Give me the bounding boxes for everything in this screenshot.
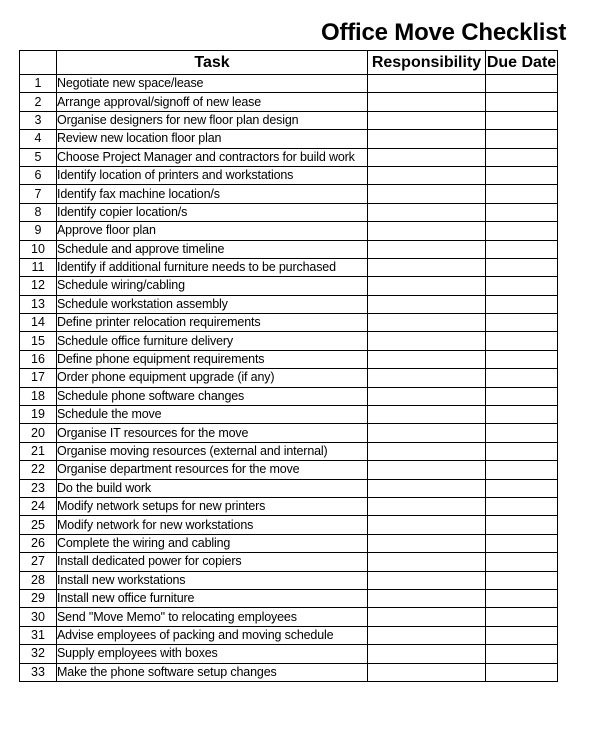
task-cell: Schedule the move [57, 406, 368, 424]
table-row [20, 497, 558, 515]
task-cell: Choose Project Manager and contractors for build work [57, 148, 368, 166]
due-date-cell[interactable] [486, 497, 558, 515]
due-date-cell[interactable] [486, 626, 558, 644]
responsibility-cell[interactable] [368, 93, 486, 111]
table-row [20, 442, 558, 460]
table-row [20, 534, 558, 552]
responsibility-cell[interactable] [368, 203, 486, 221]
row-number: 24 [20, 497, 57, 515]
task-cell: Schedule office furniture delivery [57, 332, 368, 350]
table-row [20, 663, 558, 681]
due-date-cell[interactable] [486, 553, 558, 571]
row-number: 7 [20, 185, 57, 203]
due-date-cell[interactable] [486, 148, 558, 166]
responsibility-cell[interactable] [368, 240, 486, 258]
due-date-cell[interactable] [486, 185, 558, 203]
responsibility-cell[interactable] [368, 626, 486, 644]
due-date-cell[interactable] [486, 406, 558, 424]
task-cell: Schedule wiring/cabling [57, 277, 368, 295]
column-header-responsibility: Responsibility [368, 51, 486, 75]
table-row [20, 350, 558, 368]
task-cell: Organise IT resources for the move [57, 424, 368, 442]
row-number: 5 [20, 148, 57, 166]
task-cell: Schedule phone software changes [57, 387, 368, 405]
row-number: 15 [20, 332, 57, 350]
responsibility-cell[interactable] [368, 75, 486, 93]
table-row [20, 479, 558, 497]
row-number: 4 [20, 130, 57, 148]
due-date-cell[interactable] [486, 314, 558, 332]
row-number: 20 [20, 424, 57, 442]
due-date-cell[interactable] [486, 277, 558, 295]
due-date-cell[interactable] [486, 350, 558, 368]
task-cell: Advise employees of packing and moving schedule [57, 626, 368, 644]
row-number: 29 [20, 589, 57, 607]
responsibility-cell[interactable] [368, 258, 486, 276]
table-row [20, 387, 558, 405]
task-cell: Organise department resources for the move [57, 461, 368, 479]
row-number: 21 [20, 442, 57, 460]
table-row [20, 332, 558, 350]
task-cell: Supply employees with boxes [57, 645, 368, 663]
table-row [20, 406, 558, 424]
task-cell: Install dedicated power for copiers [57, 553, 368, 571]
responsibility-cell[interactable] [368, 166, 486, 184]
row-number: 17 [20, 369, 57, 387]
due-date-cell[interactable] [486, 111, 558, 129]
due-date-cell[interactable] [486, 258, 558, 276]
task-cell: Schedule and approve timeline [57, 240, 368, 258]
responsibility-cell[interactable] [368, 185, 486, 203]
task-cell: Send "Move Memo" to relocating employees [57, 608, 368, 626]
responsibility-cell[interactable] [368, 663, 486, 681]
table-row [20, 277, 558, 295]
responsibility-cell[interactable] [368, 534, 486, 552]
table-row [20, 608, 558, 626]
row-number: 25 [20, 516, 57, 534]
table-row [20, 626, 558, 644]
row-number: 31 [20, 626, 57, 644]
task-cell: Identify if additional furniture needs to be purchased [57, 258, 368, 276]
checklist-table [19, 50, 558, 682]
row-number: 32 [20, 645, 57, 663]
due-date-cell[interactable] [486, 442, 558, 460]
responsibility-cell[interactable] [368, 387, 486, 405]
row-number: 30 [20, 608, 57, 626]
responsibility-cell[interactable] [368, 608, 486, 626]
responsibility-cell[interactable] [368, 516, 486, 534]
task-cell: Arrange approval/signoff of new lease [57, 93, 368, 111]
table-row [20, 203, 558, 221]
row-number: 13 [20, 295, 57, 313]
task-cell: Order phone equipment upgrade (if any) [57, 369, 368, 387]
column-header-due-date: Due Date [486, 51, 558, 75]
table-row [20, 185, 558, 203]
responsibility-cell[interactable] [368, 130, 486, 148]
due-date-cell[interactable] [486, 479, 558, 497]
due-date-cell[interactable] [486, 608, 558, 626]
row-number: 18 [20, 387, 57, 405]
due-date-cell[interactable] [486, 295, 558, 313]
responsibility-cell[interactable] [368, 479, 486, 497]
due-date-cell[interactable] [486, 240, 558, 258]
row-number: 1 [20, 75, 57, 93]
due-date-cell[interactable] [486, 203, 558, 221]
checklist-body [20, 75, 558, 682]
row-number: 16 [20, 350, 57, 368]
task-cell: Identify copier location/s [57, 203, 368, 221]
due-date-cell[interactable] [486, 369, 558, 387]
responsibility-cell[interactable] [368, 645, 486, 663]
due-date-cell[interactable] [486, 387, 558, 405]
responsibility-cell[interactable] [368, 148, 486, 166]
task-cell: Do the build work [57, 479, 368, 497]
task-cell: Identify location of printers and workstations [57, 166, 368, 184]
row-number: 12 [20, 277, 57, 295]
table-row [20, 111, 558, 129]
table-row [20, 645, 558, 663]
task-cell: Schedule workstation assembly [57, 295, 368, 313]
responsibility-cell[interactable] [368, 406, 486, 424]
table-row [20, 461, 558, 479]
page-title: Office Move Checklist [321, 19, 567, 46]
task-cell: Identify fax machine location/s [57, 185, 368, 203]
table-row [20, 516, 558, 534]
row-number: 10 [20, 240, 57, 258]
responsibility-cell[interactable] [368, 295, 486, 313]
due-date-cell[interactable] [486, 516, 558, 534]
task-cell: Organise designers for new floor plan design [57, 111, 368, 129]
row-number: 19 [20, 406, 57, 424]
table-row [20, 148, 558, 166]
column-header-number [20, 51, 57, 75]
responsibility-cell[interactable] [368, 369, 486, 387]
task-cell: Modify network for new workstations [57, 516, 368, 534]
row-number: 22 [20, 461, 57, 479]
responsibility-cell[interactable] [368, 332, 486, 350]
due-date-cell[interactable] [486, 93, 558, 111]
table-row [20, 130, 558, 148]
responsibility-cell[interactable] [368, 589, 486, 607]
row-number: 33 [20, 663, 57, 681]
due-date-cell[interactable] [486, 663, 558, 681]
responsibility-cell[interactable] [368, 553, 486, 571]
table-row [20, 571, 558, 589]
table-row [20, 166, 558, 184]
task-cell: Approve floor plan [57, 222, 368, 240]
row-number: 11 [20, 258, 57, 276]
due-date-cell[interactable] [486, 534, 558, 552]
task-cell: Organise moving resources (external and internal) [57, 442, 368, 460]
table-row [20, 222, 558, 240]
table-row [20, 258, 558, 276]
table-row [20, 369, 558, 387]
table-row [20, 553, 558, 571]
row-number: 3 [20, 111, 57, 129]
responsibility-cell[interactable] [368, 497, 486, 515]
table-row [20, 240, 558, 258]
row-number: 26 [20, 534, 57, 552]
row-number: 8 [20, 203, 57, 221]
task-cell: Make the phone software setup changes [57, 663, 368, 681]
task-cell: Define phone equipment requirements [57, 350, 368, 368]
task-cell: Install new workstations [57, 571, 368, 589]
responsibility-cell[interactable] [368, 314, 486, 332]
column-header-task: Task [57, 51, 368, 75]
row-number: 23 [20, 479, 57, 497]
responsibility-cell[interactable] [368, 350, 486, 368]
row-number: 6 [20, 166, 57, 184]
due-date-cell[interactable] [486, 166, 558, 184]
responsibility-cell[interactable] [368, 277, 486, 295]
task-cell: Complete the wiring and cabling [57, 534, 368, 552]
due-date-cell[interactable] [486, 222, 558, 240]
task-cell: Review new location floor plan [57, 130, 368, 148]
table-row [20, 93, 558, 111]
header-row [20, 51, 558, 75]
task-cell: Define printer relocation requirements [57, 314, 368, 332]
due-date-cell[interactable] [486, 332, 558, 350]
responsibility-cell[interactable] [368, 111, 486, 129]
table-row [20, 75, 558, 93]
row-number: 9 [20, 222, 57, 240]
due-date-cell[interactable] [486, 589, 558, 607]
responsibility-cell[interactable] [368, 461, 486, 479]
task-cell: Negotiate new space/lease [57, 75, 368, 93]
due-date-cell[interactable] [486, 571, 558, 589]
row-number: 27 [20, 553, 57, 571]
table-row [20, 314, 558, 332]
table-row [20, 295, 558, 313]
table-row [20, 589, 558, 607]
due-date-cell[interactable] [486, 424, 558, 442]
responsibility-cell[interactable] [368, 424, 486, 442]
due-date-cell[interactable] [486, 75, 558, 93]
responsibility-cell[interactable] [368, 222, 486, 240]
table-row [20, 424, 558, 442]
responsibility-cell[interactable] [368, 442, 486, 460]
row-number: 28 [20, 571, 57, 589]
due-date-cell[interactable] [486, 461, 558, 479]
due-date-cell[interactable] [486, 130, 558, 148]
row-number: 14 [20, 314, 57, 332]
task-cell: Install new office furniture [57, 589, 368, 607]
responsibility-cell[interactable] [368, 571, 486, 589]
task-cell: Modify network setups for new printers [57, 497, 368, 515]
due-date-cell[interactable] [486, 645, 558, 663]
row-number: 2 [20, 93, 57, 111]
